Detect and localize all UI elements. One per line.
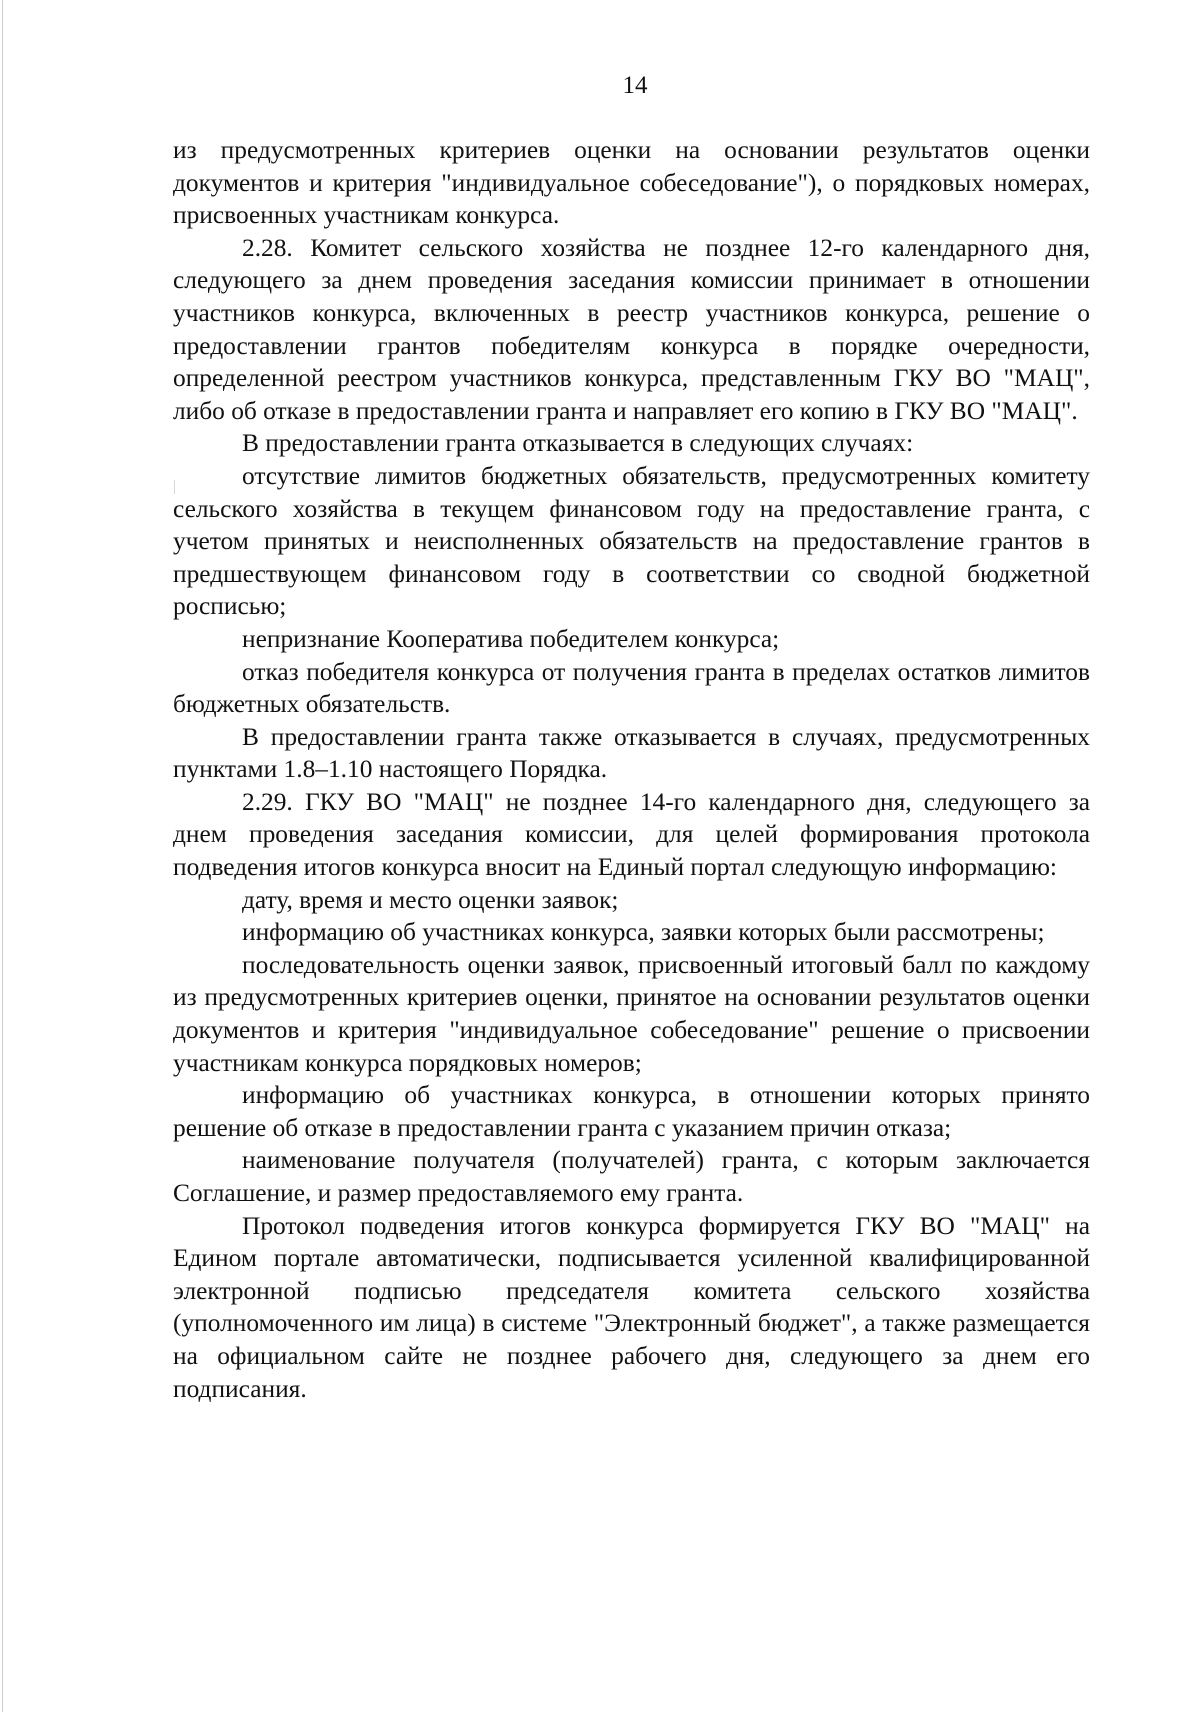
paragraph-protocol: Протокол подведения итогов конкурса формируется ГКУ ВО "МАЦ" на Едином портале автоматически, подписывается усиленной квалифицированной электронной подписью председателя комитета сельского хозяйства (уполномоченного им лица) в системе "Электронный бюджет", а также размещается на официальном сайте не позднее рабочего дня, следующего за днем его подписания. (173, 1211, 1090, 1403)
page-number: 14 (622, 72, 648, 99)
paragraph-info-sequence: последовательность оценки заявок, присвоенный итоговый балл по каждому из предусмотренных критериев оценки, принятое на основании результатов оценки документов и критерия "индивидуальное собеседование" решение о присвоении участникам конкурса порядковых номеров; (173, 950, 1090, 1077)
paragraph-refusal-winner-declines: отказ победителя конкурса от получения гранта в пределах остатков лимитов бюджетных обязательств. (173, 657, 1090, 719)
paragraph-2-29: 2.29. ГКУ ВО "МАЦ" не позднее 14-го календарного дня, следующего за днем проведения заседания комиссии, для целей формирования протокола подведения итогов конкурса вносит на Единый портал следующую информацию: (173, 787, 1090, 882)
paragraph-refusal-intro: В предоставлении гранта отказывается в следующих случаях: (242, 429, 914, 458)
paragraph-info-participants: информацию об участниках конкурса, заявки которых были рассмотрены; (242, 918, 1045, 947)
paragraph-info-date: дату, время и место оценки заявок; (242, 885, 619, 914)
paragraph-2-28: 2.28. Комитет сельского хозяйства не позднее 12-го календарного дня, следующего за днем проведения заседания комиссии принимает в отношении участников конкурса, включенных в реестр участников конкурса, решение о предоставлении грантов победителям конкурса в порядке очередности, определенной реестром участников конкурса, представленным ГКУ ВО "МАЦ", либо об отказе в предоставлении гранта и направляет его копию в ГКУ ВО "МАЦ". (173, 233, 1090, 425)
paragraph-continuation: из предусмотренных критериев оценки на основании результатов оценки документов и критерия "индивидуальное собеседование"), о порядковых номерах, присвоенных участникам конкурса. (173, 136, 1090, 230)
body-text (173, 134, 1090, 1405)
paragraph-refusal-limits: отсутствие лимитов бюджетных обязательств, предусмотренных комитету сельского хозяйства в текущем финансовом году на предоставление гранта, с учетом принятых и неисполненных обязательств на предоставление грантов в предшествующем финансовом году в соответствии со сводной бюджетной росписью; (173, 461, 1090, 621)
paragraph-refusal-not-winner: непризнание Кооператива победителем конкурса; (242, 624, 780, 653)
paragraph-info-recipient: наименование получателя (получателей) гранта, с которым заключается Соглашение, и размер предоставляемого ему гранта. (173, 1146, 1090, 1207)
paragraph-info-refused: информацию об участниках конкурса, в отношении которых принято решение об отказе в предоставлении гранта с указанием причин отказа; (173, 1081, 1090, 1142)
scan-edge-line (2, 0, 3, 1712)
paragraph-refusal-other-cases: В предоставлении гранта также отказывается в случаях, предусмотренных пунктами 1.8–1.10 настоящего Порядка. (173, 722, 1090, 784)
